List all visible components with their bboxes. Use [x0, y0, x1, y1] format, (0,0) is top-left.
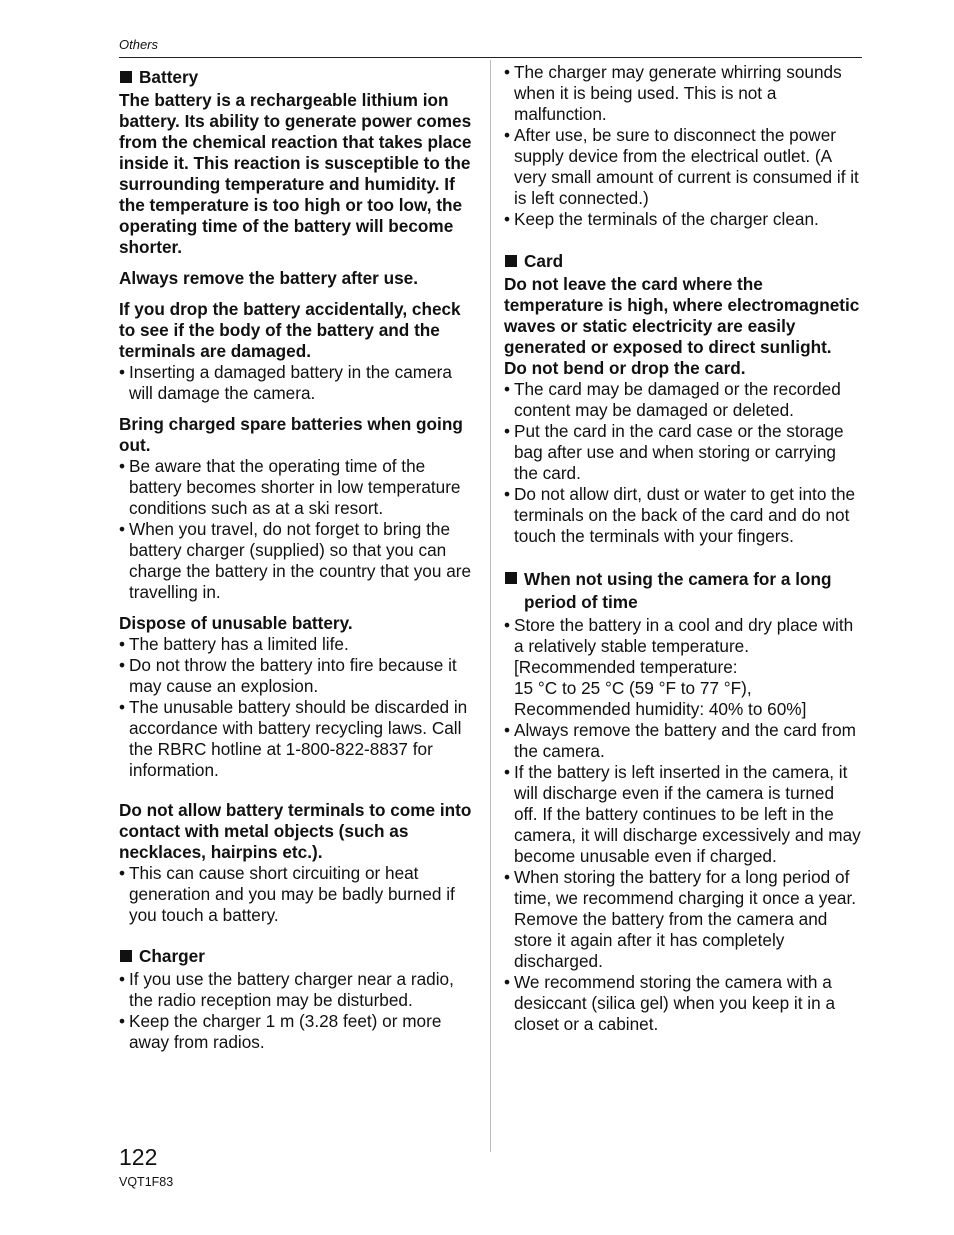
- card-no-bend: Do not bend or drop the card.: [504, 358, 746, 378]
- list-item: • The unusable battery should be discarded in accordance with battery recycling laws. Call the RBRC hotline at 1-800-822-8837 for information.: [119, 697, 468, 780]
- list-item: • Always remove the battery and the card from the camera.: [504, 720, 856, 761]
- right-column: [504, 62, 862, 1035]
- recommended-humidity: Recommended humidity: 40% to 60%]: [514, 699, 807, 719]
- list-item: • Keep the terminals of the charger clean.: [504, 209, 819, 229]
- list-item: • Do not throw the battery into fire because it may cause an explosion.: [119, 655, 457, 696]
- list-item: • The card may be damaged or the recorded content may be damaged or deleted.: [504, 379, 841, 420]
- list-item: • The charger may generate whirring sounds when it is being used. This is not a malfunction.: [504, 62, 842, 124]
- card-warning: Do not leave the card where the temperature is high, where electromagnetic waves or static electricity are easily generated or exposed to direct sunlight.: [504, 274, 860, 357]
- page-number: 122: [119, 1144, 158, 1170]
- terminals-heading: Do not allow battery terminals to come into contact with metal objects (such as necklaces, hairpins etc.).: [119, 800, 472, 862]
- header-rule: [119, 57, 862, 58]
- list-item: • When you travel, do not forget to bring the battery charger (supplied) so that you can charge the battery in the country that you are travelling in.: [119, 519, 472, 602]
- list-item: • Store the battery in a cool and dry place with a relatively stable temperature. [Recommended temperature: 15 °C to 25 °C (59 °F to 77 °F), Recommended humidity: 40% to 60%]: [504, 615, 862, 720]
- list-item: • Inserting a damaged battery in the camera will damage the camera.: [119, 362, 452, 403]
- battery-intro: The battery is a rechargeable lithium ion battery. Its ability to generate power comes from the chemical reaction that takes place inside it. This reaction is susceptible to the surrounding temperature and humidity. If the temperature is too high or too low, the operating time of the battery will become shorter.: [119, 90, 472, 257]
- list-item: • Put the card in the card case or the storage bag after use and when storing or carrying the card.: [504, 421, 844, 483]
- spare-heading: Bring charged spare batteries when going out.: [119, 414, 463, 455]
- battery-heading: Battery: [119, 67, 479, 88]
- column-divider: [490, 60, 491, 1152]
- left-column: [119, 67, 479, 1053]
- always-remove-note: Always remove the battery after use.: [119, 268, 418, 288]
- list-item: • This can cause short circuiting or heat generation and you may be badly burned if you touch a battery.: [119, 863, 455, 925]
- list-item: • When storing the battery for a long period of time, we recommend charging it once a year. Remove the battery from the camera and store it again after it has completely discharged.: [504, 867, 857, 971]
- square-bullet-icon: [505, 572, 517, 584]
- dispose-heading: Dispose of unusable battery.: [119, 613, 353, 633]
- list-item: • If you use the battery charger near a radio, the radio reception may be disturbed.: [119, 969, 454, 1010]
- list-item: • Keep the charger 1 m (3.28 feet) or more away from radios.: [119, 1011, 442, 1052]
- recommended-temperature-value: 15 °C to 25 °C (59 °F to 77 °F),: [514, 678, 752, 698]
- square-bullet-icon: [505, 255, 517, 267]
- drop-heading: If you drop the battery accidentally, check to see if the body of the battery and the terminals are damaged.: [119, 299, 461, 361]
- list-item: • Be aware that the operating time of the battery becomes shorter in low temperature conditions such as at a ski resort.: [119, 456, 461, 518]
- list-item: • We recommend storing the camera with a desiccant (silica gel) when you keep it in a closet or a cabinet.: [504, 972, 835, 1034]
- recommended-temperature-label: [Recommended temperature:: [514, 657, 738, 677]
- square-bullet-icon: [120, 950, 132, 962]
- list-item: • After use, be sure to disconnect the power supply device from the electrical outlet. (A very small amount of current is consumed if it is left connected.): [504, 125, 859, 208]
- list-item: • If the battery is left inserted in the camera, it will discharge even if the camera is turned off. If the battery continues to be left in the camera, it will discharge excessively and may become unusable even if charged.: [504, 762, 861, 866]
- charger-heading: Charger: [119, 946, 479, 967]
- card-heading: Card: [504, 251, 862, 272]
- square-bullet-icon: [120, 71, 132, 83]
- list-item: • Do not allow dirt, dust or water to get into the terminals on the back of the card and do not touch the terminals with your fingers.: [504, 484, 856, 546]
- section-label: Others: [119, 37, 159, 52]
- document-code: VQT1F83: [119, 1175, 174, 1189]
- list-item: • The battery has a limited life.: [119, 634, 349, 654]
- long-period-heading: When not using the camera for a long period of time: [504, 568, 862, 614]
